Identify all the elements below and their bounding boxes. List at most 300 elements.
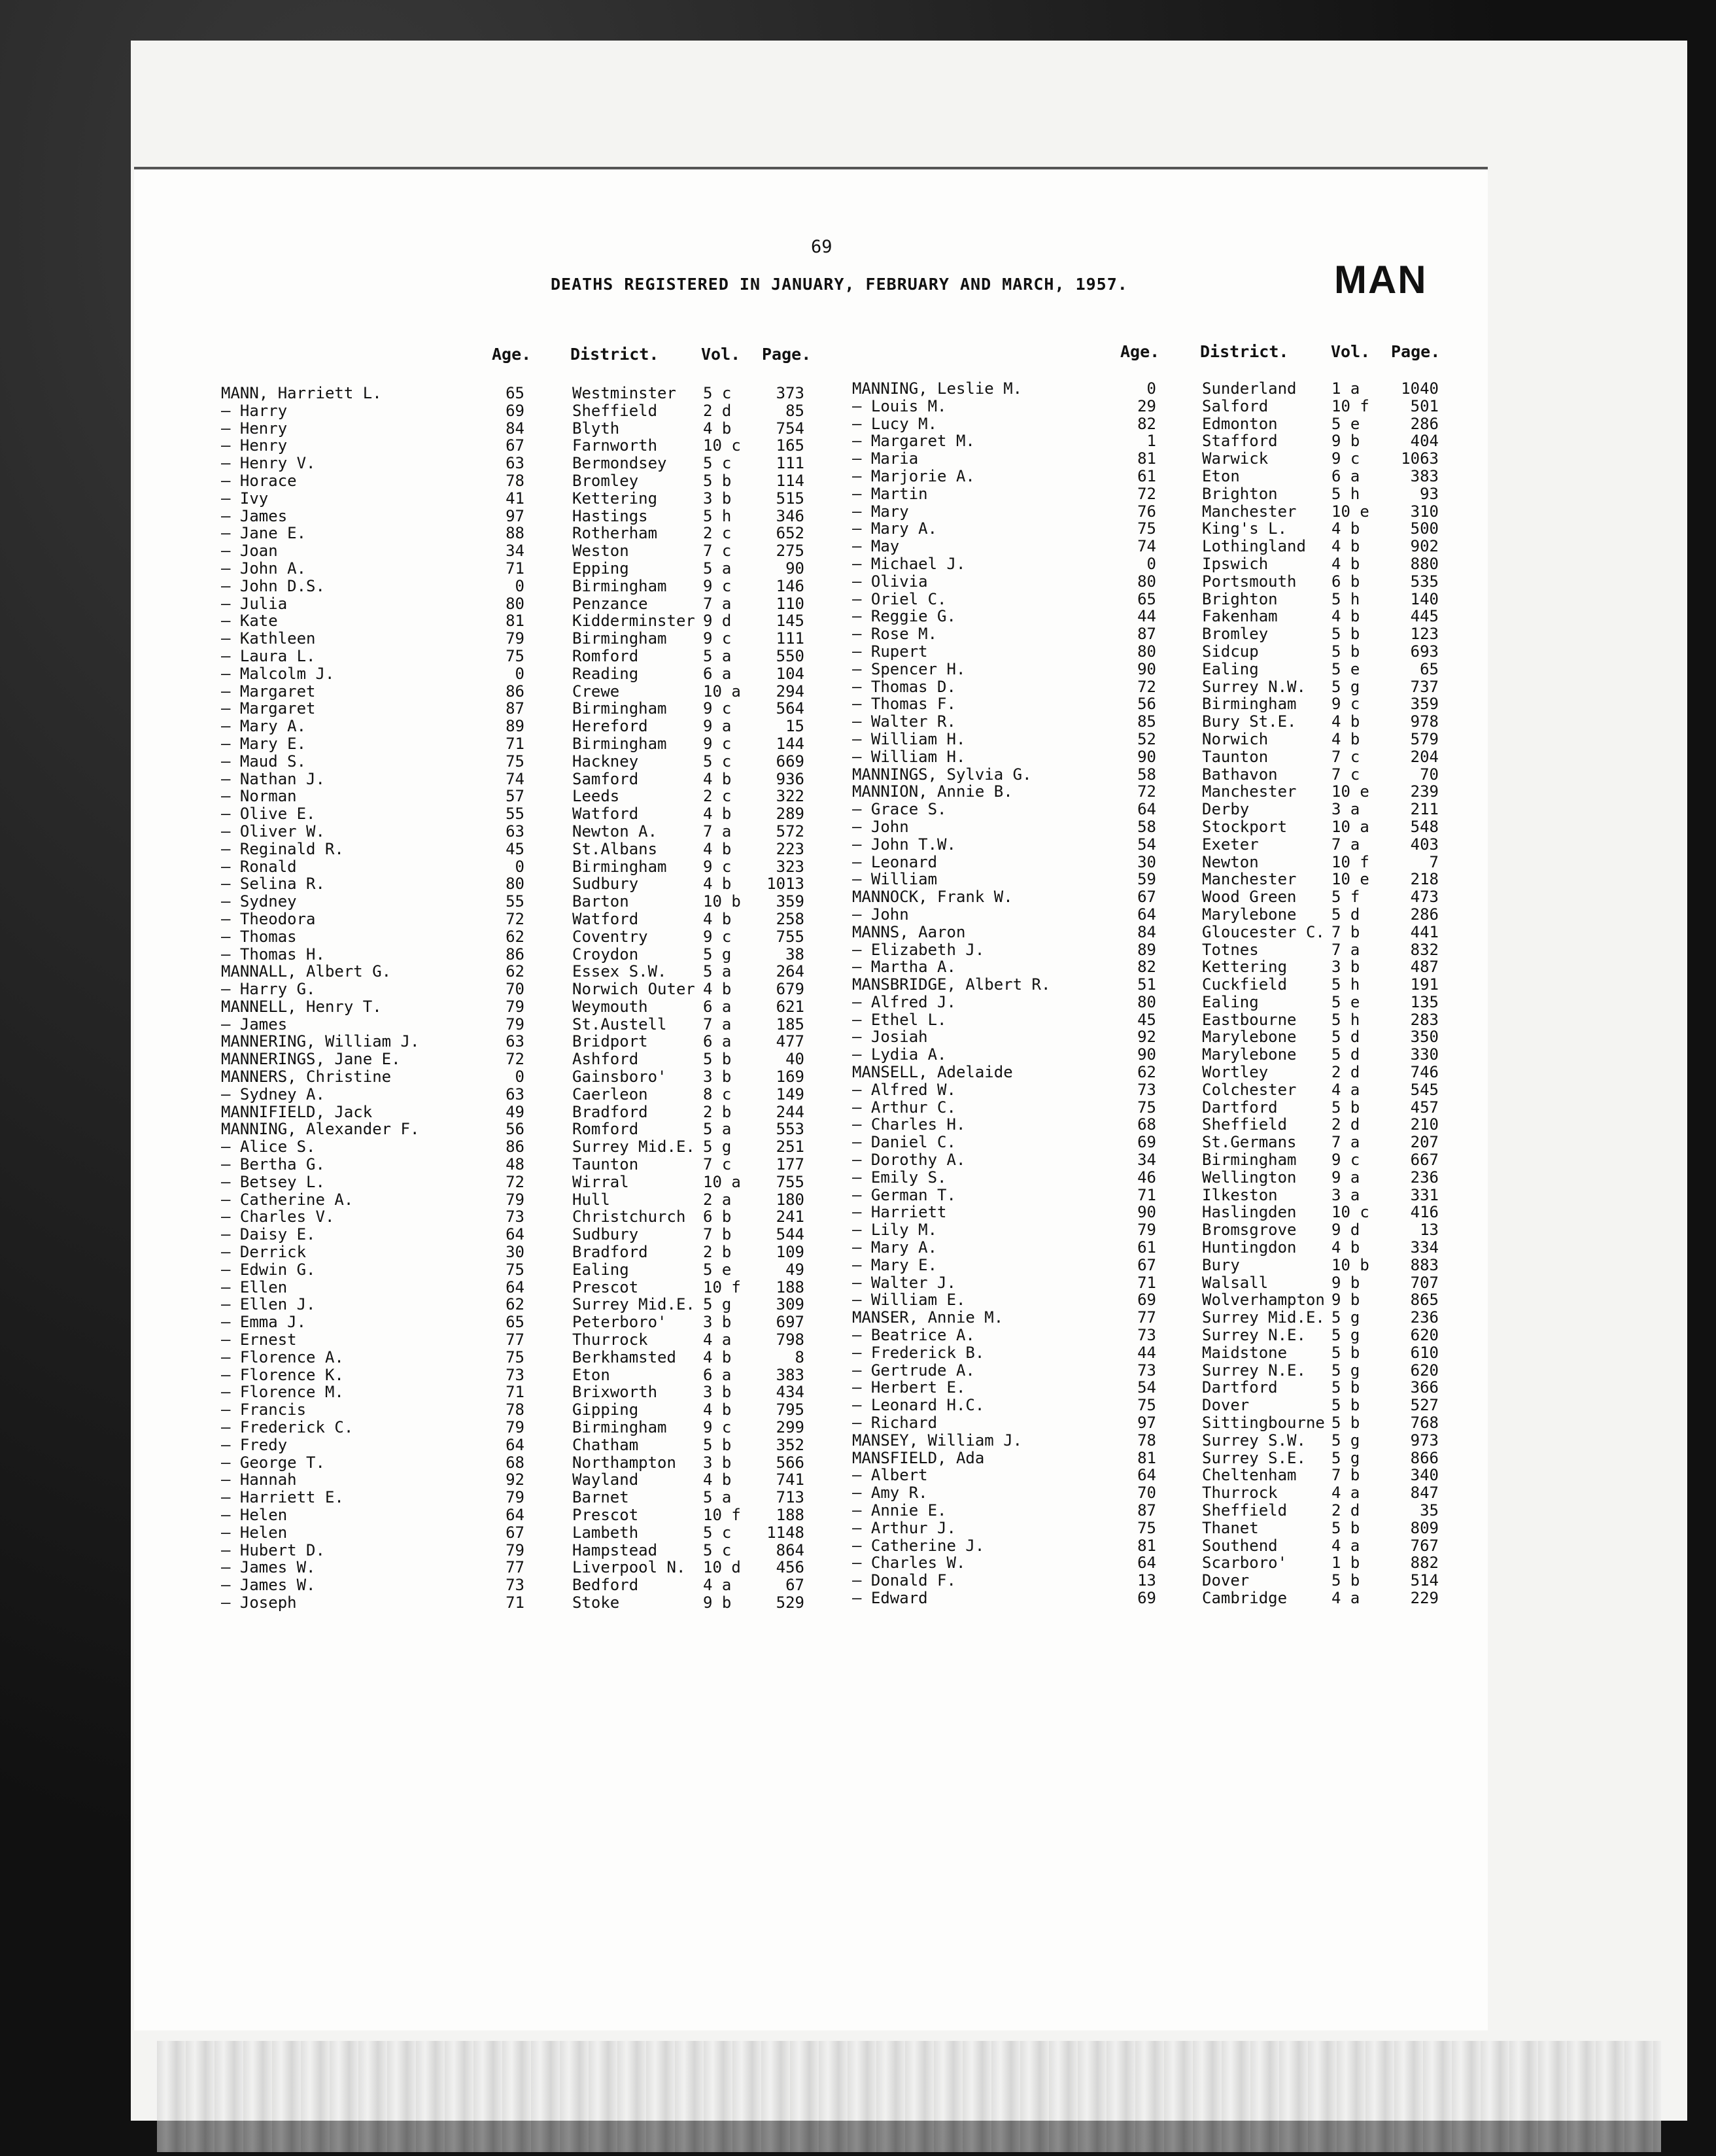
entry-volume: 6 a	[703, 1032, 732, 1051]
entry-district: Surrey N.E.	[1202, 1361, 1306, 1380]
entry-age: 72	[506, 1050, 524, 1069]
entry-page: 188	[776, 1278, 804, 1296]
entry-district: Kidderminster	[572, 612, 695, 631]
entry-district: Epping	[572, 559, 629, 578]
entry-district: Birmingham	[1202, 695, 1297, 714]
entry-volume: 5 e	[703, 1260, 732, 1279]
entry-district: Berkhamsted	[572, 1348, 676, 1366]
entry-page: 564	[776, 699, 804, 718]
entry-volume: 10 d	[703, 1558, 741, 1577]
entry-age: 80	[506, 594, 524, 613]
entry-name: — Catherine J.	[852, 1536, 985, 1555]
entry-name: MANSEY, William J.	[852, 1431, 1023, 1450]
entry-district: Taunton	[1202, 747, 1269, 766]
entry-name: — John	[852, 905, 909, 924]
entry-name: — Horace	[221, 471, 297, 490]
entry-name: — Ernest	[221, 1330, 297, 1349]
entry-age: 79	[1137, 1221, 1156, 1240]
entry-district: Lothingland	[1202, 537, 1306, 556]
entry-volume: 5 e	[1331, 659, 1360, 678]
entry-volume: 5 a	[703, 962, 732, 981]
entry-volume: 7 b	[1331, 922, 1360, 941]
entry-district: Southend	[1202, 1536, 1278, 1555]
entry-page: 289	[776, 805, 804, 824]
entry-name: — Sydney	[221, 892, 297, 911]
entry-volume: 10 e	[1331, 782, 1369, 801]
entry-page: 473	[1410, 888, 1439, 907]
entry-name: — Grace S.	[852, 800, 947, 819]
entry-district: Ilkeston	[1202, 1185, 1278, 1204]
entry-volume: 4 b	[1331, 729, 1360, 748]
entry-page: 707	[1410, 1273, 1439, 1292]
entry-page: 229	[1410, 1588, 1439, 1607]
entry-name: — Sydney A.	[221, 1085, 325, 1104]
entry-name: — Ellen J.	[221, 1295, 316, 1314]
entry-district: Eton	[1202, 466, 1240, 485]
entry-name: — Emily S.	[852, 1168, 947, 1187]
entry-page: 669	[776, 752, 804, 771]
entry-volume: 6 a	[703, 997, 732, 1016]
entry-age: 86	[506, 682, 524, 701]
entry-age: 63	[506, 1085, 524, 1104]
entry-page: 165	[776, 436, 804, 455]
entry-page: 477	[776, 1032, 804, 1051]
entry-volume: 4 b	[703, 875, 732, 894]
entry-page: 180	[776, 1190, 804, 1209]
entry-age: 1	[1146, 432, 1156, 451]
entry-district: Cuckfield	[1202, 975, 1288, 994]
entry-name: MANNERS, Christine	[221, 1068, 392, 1087]
entry-age: 64	[1137, 800, 1156, 819]
entry-page: 795	[776, 1400, 804, 1419]
entry-volume: 5 c	[703, 752, 732, 771]
entry-name: MANNALL, Albert G.	[221, 962, 392, 981]
entry-page: 527	[1410, 1396, 1439, 1415]
entry-district: Maidstone	[1202, 1343, 1288, 1362]
entry-volume: 2 b	[703, 1102, 732, 1121]
entry-age: 81	[1137, 1536, 1156, 1555]
entry-page: 572	[776, 822, 804, 841]
entry-age: 45	[1137, 1010, 1156, 1029]
entry-name: — Jane E.	[221, 524, 307, 543]
entry-district: Surrey Mid.E.	[1202, 1308, 1325, 1327]
entry-age: 73	[1137, 1361, 1156, 1380]
entry-age: 63	[506, 822, 524, 841]
entry-age: 90	[1137, 747, 1156, 766]
entry-page: 111	[776, 454, 804, 473]
entry-age: 45	[506, 839, 524, 858]
entry-age: 65	[506, 1313, 524, 1332]
entry-district: Bradford	[572, 1102, 648, 1121]
entry-volume: 2 a	[703, 1190, 732, 1209]
entry-page: 544	[776, 1225, 804, 1244]
entry-district: Cambridge	[1202, 1588, 1288, 1607]
entry-district: Brixworth	[572, 1383, 658, 1402]
entry-age: 71	[506, 734, 524, 753]
entry-name: — Hubert D.	[221, 1540, 325, 1559]
entry-page: 13	[1420, 1221, 1439, 1240]
entry-age: 41	[506, 489, 524, 508]
entry-name: MANNS, Aaron	[852, 922, 966, 941]
entry-district: Stafford	[1202, 432, 1278, 451]
entry-page: 123	[1410, 625, 1439, 644]
entry-district: Blyth	[572, 419, 620, 438]
entry-name: — Elizabeth J.	[852, 940, 985, 959]
entry-name: — James	[221, 506, 288, 525]
entry-page: 90	[785, 559, 804, 578]
entry-page: 140	[1410, 589, 1439, 608]
entry-volume: 5 g	[703, 1138, 732, 1156]
entry-volume: 7 c	[1331, 765, 1360, 784]
entry-volume: 3 a	[1331, 800, 1360, 819]
entry-age: 65	[506, 384, 524, 402]
entry-age: 64	[506, 1435, 524, 1454]
entry-district: Chatham	[572, 1435, 639, 1454]
entry-volume: 5 a	[703, 1120, 732, 1139]
entry-age: 69	[1137, 1133, 1156, 1152]
entry-name: — Ronald	[221, 857, 297, 876]
entry-name: — Malcolm J.	[221, 664, 335, 683]
entry-volume: 3 b	[703, 1068, 732, 1087]
entry-page: 713	[776, 1488, 804, 1507]
entry-name: — John	[852, 817, 909, 836]
entry-name: — George T.	[221, 1453, 325, 1472]
entry-volume: 4 b	[703, 1400, 732, 1419]
entry-district: Wolverhampton	[1202, 1291, 1325, 1310]
entry-district: Fakenham	[1202, 607, 1278, 626]
entry-district: Bury St.E.	[1202, 712, 1297, 731]
entry-district: Cheltenham	[1202, 1466, 1297, 1485]
entry-page: 798	[776, 1330, 804, 1349]
entry-name: — Catherine A.	[221, 1190, 354, 1209]
entry-age: 77	[506, 1330, 524, 1349]
entry-volume: 4 b	[1331, 712, 1360, 731]
entry-page: 346	[776, 506, 804, 525]
entry-age: 34	[506, 542, 524, 561]
entry-page: 330	[1410, 1045, 1439, 1064]
entry-district: Manchester	[1202, 782, 1297, 801]
entry-district: Newton A.	[572, 822, 658, 841]
right-vol-header: Vol.	[1331, 342, 1371, 361]
left-page-header: Page.	[762, 345, 812, 364]
entry-name: — Laura L.	[221, 646, 316, 665]
entry-district: Lambeth	[572, 1523, 639, 1542]
entry-age: 67	[506, 1523, 524, 1542]
entry-name: MANSER, Annie M.	[852, 1308, 1004, 1327]
entry-name: — Thomas F.	[852, 695, 956, 714]
entry-name: — Betsey L.	[221, 1172, 325, 1191]
entry-age: 0	[515, 857, 524, 876]
entry-volume: 10 a	[703, 1172, 741, 1191]
entry-district: St.Austell	[572, 1015, 667, 1034]
entry-volume: 10 b	[703, 892, 741, 911]
entry-volume: 2 d	[703, 401, 732, 420]
entry-page: 366	[1410, 1378, 1439, 1397]
entry-page: 93	[1420, 484, 1439, 503]
entry-page: 416	[1410, 1203, 1439, 1222]
entry-age: 72	[506, 1172, 524, 1191]
entry-page: 286	[1410, 905, 1439, 924]
entry-district: Portsmouth	[1202, 572, 1297, 591]
entry-district: Peterboro'	[572, 1313, 667, 1332]
entry-name: — Thomas	[221, 927, 297, 946]
entry-page: 652	[776, 524, 804, 543]
entry-age: 67	[1137, 1255, 1156, 1274]
entry-age: 81	[1137, 449, 1156, 468]
entry-district: Surrey Mid.E.	[572, 1138, 695, 1156]
entry-page: 275	[776, 542, 804, 561]
entry-page: 299	[776, 1418, 804, 1437]
entry-name: — Joseph	[221, 1593, 297, 1612]
entry-age: 97	[506, 506, 524, 525]
entry-district: Norwich Outer	[572, 980, 695, 999]
entry-name: — Mary	[852, 502, 909, 521]
entry-page: 545	[1410, 1080, 1439, 1099]
entry-name: — Edward	[852, 1588, 928, 1607]
entry-volume: 5 g	[703, 1295, 732, 1314]
entry-district: Stockport	[1202, 817, 1288, 836]
entry-age: 70	[1137, 1484, 1156, 1503]
entry-age: 64	[506, 1506, 524, 1524]
entry-volume: 9 c	[703, 576, 732, 595]
entry-name: — William E.	[852, 1291, 966, 1310]
entry-page: 241	[776, 1208, 804, 1226]
entry-name: — Arthur J.	[852, 1518, 956, 1537]
entry-district: Penzance	[572, 594, 648, 613]
entry-volume: 5 c	[703, 454, 732, 473]
entry-age: 73	[1137, 1080, 1156, 1099]
entry-page: 383	[776, 1365, 804, 1384]
entry-age: 68	[1137, 1115, 1156, 1134]
entry-name: — Spencer H.	[852, 659, 966, 678]
entry-volume: 5 g	[1331, 1431, 1360, 1450]
entry-page: 49	[785, 1260, 804, 1279]
entry-page: 457	[1410, 1098, 1439, 1117]
entry-volume: 4 b	[1331, 519, 1360, 538]
entry-name: — Frederick B.	[852, 1343, 985, 1362]
entry-district: Marylebone	[1202, 1045, 1297, 1064]
entry-age: 78	[506, 1400, 524, 1419]
entry-name: — Dorothy A.	[852, 1151, 966, 1170]
entry-age: 72	[1137, 782, 1156, 801]
entry-volume: 10 f	[703, 1506, 741, 1524]
entry-name: — Reggie G.	[852, 607, 956, 626]
entry-page: 741	[776, 1470, 804, 1489]
entry-name: — Harriett	[852, 1203, 947, 1222]
entry-age: 89	[506, 717, 524, 736]
entry-page: 146	[776, 576, 804, 595]
entry-page: 40	[785, 1050, 804, 1069]
entry-age: 90	[1137, 1045, 1156, 1064]
entry-page: 145	[776, 612, 804, 631]
entry-volume: 4 a	[703, 1576, 732, 1595]
entry-volume: 4 b	[703, 1470, 732, 1489]
entry-page: 1063	[1401, 449, 1439, 468]
entry-volume: 6 a	[703, 1365, 732, 1384]
entry-age: 64	[1137, 1554, 1156, 1573]
entry-page: 310	[1410, 502, 1439, 521]
entry-volume: 4 a	[703, 1330, 732, 1349]
entry-name: — Margaret	[221, 682, 316, 701]
entry-age: 44	[1137, 607, 1156, 626]
entry-age: 44	[1137, 1343, 1156, 1362]
entry-name: — Ethel L.	[852, 1010, 947, 1029]
entry-name: — Joan	[221, 542, 278, 561]
entry-district: Birmingham	[572, 629, 667, 648]
entry-district: Sittingbourne	[1202, 1414, 1325, 1433]
entry-district: Ealing	[1202, 992, 1259, 1011]
entry-age: 62	[1137, 1063, 1156, 1082]
entry-name: — Mary A.	[221, 717, 307, 736]
entry-district: Hereford	[572, 717, 648, 736]
entry-name: — John T.W.	[852, 835, 956, 854]
entry-volume: 10 e	[1331, 502, 1369, 521]
entry-district: Ipswich	[1202, 554, 1269, 573]
entry-district: Dartford	[1202, 1378, 1278, 1397]
entry-age: 86	[506, 1138, 524, 1156]
entry-age: 79	[506, 629, 524, 648]
entry-name: — Thomas H.	[221, 945, 325, 964]
entry-name: — Leonard H.C.	[852, 1396, 985, 1415]
entry-name: — Henry	[221, 419, 288, 438]
entry-district: Birmingham	[572, 1418, 667, 1437]
entry-district: Bathavon	[1202, 765, 1278, 784]
entry-age: 55	[506, 805, 524, 824]
entry-district: Scarboro'	[1202, 1554, 1288, 1573]
entry-name: — Annie E.	[852, 1501, 947, 1520]
entry-name: — John D.S.	[221, 576, 325, 595]
entry-age: 71	[506, 1593, 524, 1612]
entry-name: — William H.	[852, 729, 966, 748]
entry-page: 104	[776, 664, 804, 683]
entry-page: 566	[776, 1453, 804, 1472]
entry-volume: 1 a	[1331, 379, 1360, 398]
entry-age: 85	[1137, 712, 1156, 731]
entry-name: — Lily M.	[852, 1221, 938, 1240]
entry-district: Barnet	[572, 1488, 629, 1507]
entry-name: — Selina R.	[221, 875, 325, 894]
entry-age: 86	[506, 945, 524, 964]
entry-volume: 9 d	[703, 612, 732, 631]
entry-age: 79	[506, 1418, 524, 1437]
entry-district: Edmonton	[1202, 414, 1278, 433]
entry-volume: 4 b	[703, 1348, 732, 1366]
entry-page: 110	[776, 594, 804, 613]
entry-district: Brighton	[1202, 589, 1278, 608]
entry-volume: 9 c	[1331, 1151, 1360, 1170]
entry-district: Coventry	[572, 927, 648, 946]
entry-volume: 5 d	[1331, 1028, 1360, 1047]
entry-page: 456	[776, 1558, 804, 1577]
entry-volume: 5 e	[1331, 992, 1360, 1011]
right-district-header: District.	[1200, 342, 1289, 361]
entry-district: Wirral	[572, 1172, 629, 1191]
entry-volume: 5 b	[1331, 1571, 1360, 1590]
entry-volume: 5 g	[1331, 677, 1360, 696]
entry-age: 34	[1137, 1151, 1156, 1170]
entry-page: 404	[1410, 432, 1439, 451]
entry-volume: 5 h	[1331, 589, 1360, 608]
entry-name: — James W.	[221, 1558, 316, 1577]
entry-district: Liverpool N.	[572, 1558, 686, 1577]
entry-page: 501	[1410, 396, 1439, 415]
entry-age: 64	[506, 1225, 524, 1244]
entry-district: Birmingham	[572, 857, 667, 876]
entry-name: — Mary E.	[221, 734, 307, 753]
entry-age: 48	[506, 1155, 524, 1174]
entry-age: 79	[506, 1015, 524, 1034]
entry-page: 169	[776, 1068, 804, 1087]
entry-district: Sidcup	[1202, 642, 1259, 661]
entry-district: Derby	[1202, 800, 1250, 819]
entry-page: 441	[1410, 922, 1439, 941]
entry-page: 236	[1410, 1168, 1439, 1187]
entry-age: 75	[1137, 519, 1156, 538]
entry-district: Reading	[572, 664, 639, 683]
register-heading: DEATHS REGISTERED IN JANUARY, FEBRUARY AND MARCH, 1957.	[551, 275, 1128, 294]
entry-name: MANNION, Annie B.	[852, 782, 1013, 801]
entry-page: 323	[776, 857, 804, 876]
entry-volume: 4 a	[1331, 1484, 1360, 1503]
entry-name: — Marjorie A.	[852, 466, 975, 485]
entry-district: Sheffield	[1202, 1501, 1288, 1520]
entry-page: 809	[1410, 1518, 1439, 1537]
entry-district: Gipping	[572, 1400, 639, 1419]
entry-page: 218	[1410, 870, 1439, 889]
entry-district: Ealing	[572, 1260, 629, 1279]
entry-age: 79	[506, 997, 524, 1016]
entry-district: Walsall	[1202, 1273, 1269, 1292]
entry-page: 1013	[766, 875, 804, 894]
entry-age: 71	[506, 1383, 524, 1402]
entry-name: — Donald F.	[852, 1571, 956, 1590]
entry-age: 73	[506, 1208, 524, 1226]
entry-district: Hull	[572, 1190, 610, 1209]
entry-name: MANNIFIELD, Jack	[221, 1102, 373, 1121]
entry-volume: 5 a	[703, 1488, 732, 1507]
entry-volume: 5 c	[703, 384, 732, 402]
entry-name: MANNING, Leslie M.	[852, 379, 1023, 398]
entry-volume: 10 a	[703, 682, 741, 701]
entry-district: Samford	[572, 769, 639, 788]
entry-district: Thurrock	[572, 1330, 648, 1349]
entry-name: — Herbert E.	[852, 1378, 966, 1397]
entry-page: 548	[1410, 817, 1439, 836]
entry-district: Sudbury	[572, 875, 639, 894]
entry-district: Prescot	[572, 1506, 639, 1524]
entry-age: 88	[506, 524, 524, 543]
entry-age: 0	[515, 576, 524, 595]
entry-volume: 9 d	[1331, 1221, 1360, 1240]
entry-district: Ashford	[572, 1050, 639, 1069]
entry-age: 73	[506, 1365, 524, 1384]
entry-volume: 5 b	[703, 1050, 732, 1069]
entry-district: Colchester	[1202, 1080, 1297, 1099]
entry-volume: 10 b	[1331, 1255, 1369, 1274]
entry-name: — Hannah	[221, 1470, 297, 1489]
entry-age: 75	[1137, 1396, 1156, 1415]
entry-page: 515	[776, 489, 804, 508]
entry-age: 75	[1137, 1518, 1156, 1537]
entry-district: Salford	[1202, 396, 1269, 415]
entry-page: 737	[1410, 677, 1439, 696]
entry-volume: 6 b	[1331, 572, 1360, 591]
entry-district: Dover	[1202, 1396, 1250, 1415]
entry-district: Prescot	[572, 1278, 639, 1296]
entry-district: Sheffield	[1202, 1115, 1288, 1134]
entry-district: Leeds	[572, 787, 620, 806]
entry-volume: 7 a	[1331, 1133, 1360, 1152]
